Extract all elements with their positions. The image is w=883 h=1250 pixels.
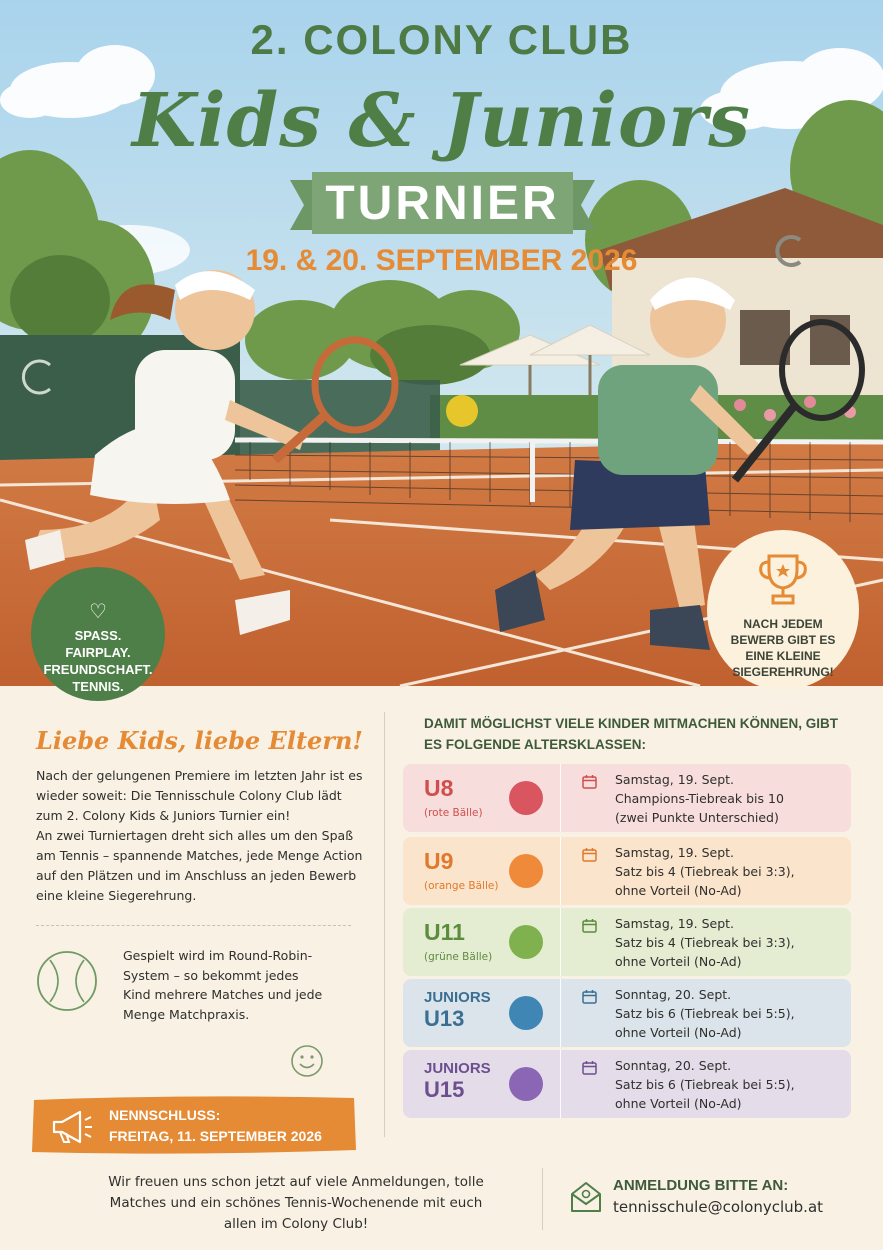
mail-icon — [570, 1180, 602, 1214]
blue-ball-icon — [509, 996, 543, 1030]
values-line: TENNIS. — [72, 679, 124, 694]
age-group-code: U15 — [424, 1077, 465, 1102]
age-group-u8 — [403, 764, 851, 832]
event-date: 19. & 20. SEPTEMBER 2026 — [245, 244, 638, 277]
age-groups-intro: DAMIT MÖGLICHST VIELE KINDER MITMACHEN KÖNNEN, GIBT ES FOLGENDE ALTERSKLASSEN: — [424, 716, 838, 752]
registration-label: ANMELDUNG BITTE AN: — [613, 1177, 789, 1194]
heart-icon: ♡ — [89, 599, 107, 623]
greeting-heading: Liebe Kids, liebe Eltern! — [36, 726, 363, 755]
ball-color-note: (rote Bälle) — [424, 807, 483, 819]
values-line: FAIRPLAY. — [65, 645, 131, 660]
match-format-detail: (zwei Punkte Unterschied) — [615, 810, 779, 825]
orange-ball-icon — [509, 854, 543, 888]
match-day: Samstag, 19. Sept. — [615, 916, 735, 931]
round-robin-text: Gespielt wird im Round-Robin-System – so bekommt jedes Kind mehrere Matches und jede Menge Matchpraxis. — [123, 948, 323, 1022]
megaphone-icon — [50, 1106, 94, 1146]
award-line: NACH JEDEM — [743, 617, 823, 631]
deadline-label: NENNSCHLUSS: — [109, 1107, 221, 1123]
match-day: Samstag, 19. Sept. — [615, 772, 735, 787]
match-day: Sonntag, 20. Sept. — [615, 987, 732, 1002]
purple-ball-icon — [509, 1067, 543, 1101]
red-ball-icon — [509, 781, 543, 815]
trophy-icon — [757, 552, 809, 608]
match-format-detail: ohne Vorteil (No-Ad) — [615, 1096, 742, 1111]
closing-message: Wir freuen uns schon jetzt auf viele Anmeldungen, tolle Matches und ein schönes Tennis-Wochenende mit euch allen im Colony Club! — [108, 1174, 484, 1232]
age-group-name — [424, 989, 491, 1031]
match-format: Satz bis 4 (Tiebreak bei 3:3), — [615, 864, 795, 879]
age-group-u9 — [403, 837, 851, 905]
match-format: Champions-Tiebreak bis 10 — [615, 791, 784, 806]
age-group-u13 — [403, 979, 851, 1047]
age-group-name: U9 — [424, 848, 454, 874]
green-ball-icon — [509, 925, 543, 959]
age-group-u15 — [403, 1050, 851, 1118]
match-day: Samstag, 19. Sept. — [615, 845, 735, 860]
headline: Kids & Juniors — [132, 78, 751, 164]
age-group-prefix: JUNIORS — [424, 989, 491, 1006]
smiley-icon — [290, 1044, 324, 1078]
age-group-u11 — [403, 908, 851, 976]
match-format-detail: ohne Vorteil (No-Ad) — [615, 1025, 742, 1040]
intro-paragraph: Nach der gelungenen Premiere im letzten Jahr ist es wieder soweit: Die Tennisschule Colony Club lädt zum 2. Colony Kids & Juniors Turnier ein! — [36, 768, 363, 823]
values-line: SPASS. — [74, 628, 122, 643]
age-group-name: U8 — [424, 775, 454, 801]
banner-title: TURNIER — [325, 177, 560, 230]
calendar-icon — [582, 774, 597, 789]
intro-text — [36, 766, 371, 906]
column-divider — [384, 712, 385, 1137]
award-badge — [707, 530, 859, 690]
age-group-prefix: JUNIORS — [424, 1060, 491, 1077]
age-group-code: U13 — [424, 1006, 465, 1031]
deadline-date: FREITAG, 11. SEPTEMBER 2026 — [109, 1128, 322, 1144]
age-group-name — [424, 1060, 491, 1102]
tennis-ball-icon — [446, 395, 478, 427]
match-format-detail: ohne Vorteil (No-Ad) — [615, 883, 742, 898]
tennis-ball-outline-icon — [36, 950, 98, 1012]
ball-color-note: (grüne Bälle) — [424, 951, 493, 963]
award-line: EINE KLEINE — [745, 649, 821, 663]
calendar-icon — [582, 1060, 597, 1075]
values-line: FREUNDSCHAFT. — [43, 662, 153, 677]
age-group-name: U11 — [424, 919, 465, 945]
registration-email-link[interactable]: tennisschule@colonyclub.at — [613, 1198, 824, 1216]
ball-color-note: (orange Bälle) — [424, 880, 499, 892]
calendar-icon — [582, 847, 597, 862]
match-format-detail: ohne Vorteil (No-Ad) — [615, 954, 742, 969]
match-day: Sonntag, 20. Sept. — [615, 1058, 732, 1073]
footer-divider — [542, 1168, 543, 1230]
award-line: BEWERB GIBT ES — [730, 633, 836, 647]
edition-title: 2. COLONY CLUB — [250, 16, 633, 63]
intro-paragraph: An zwei Turniertagen dreht sich alles um den Spaß am Tennis – spannende Matches, jede Menge Action auf den Plätzen und im Anschluss an jeden Bewerb eine kleine Siegerehrung. — [36, 828, 363, 903]
values-badge — [31, 567, 165, 701]
calendar-icon — [582, 918, 597, 933]
match-format: Satz bis 6 (Tiebreak bei 5:5), — [615, 1006, 795, 1021]
dashed-divider — [36, 925, 351, 926]
calendar-icon — [582, 989, 597, 1004]
match-format: Satz bis 6 (Tiebreak bei 5:5), — [615, 1077, 795, 1092]
award-line: SIEGEREHRUNG! — [732, 665, 834, 679]
deadline-banner — [30, 1094, 358, 1156]
match-format: Satz bis 4 (Tiebreak bei 3:3), — [615, 935, 795, 950]
